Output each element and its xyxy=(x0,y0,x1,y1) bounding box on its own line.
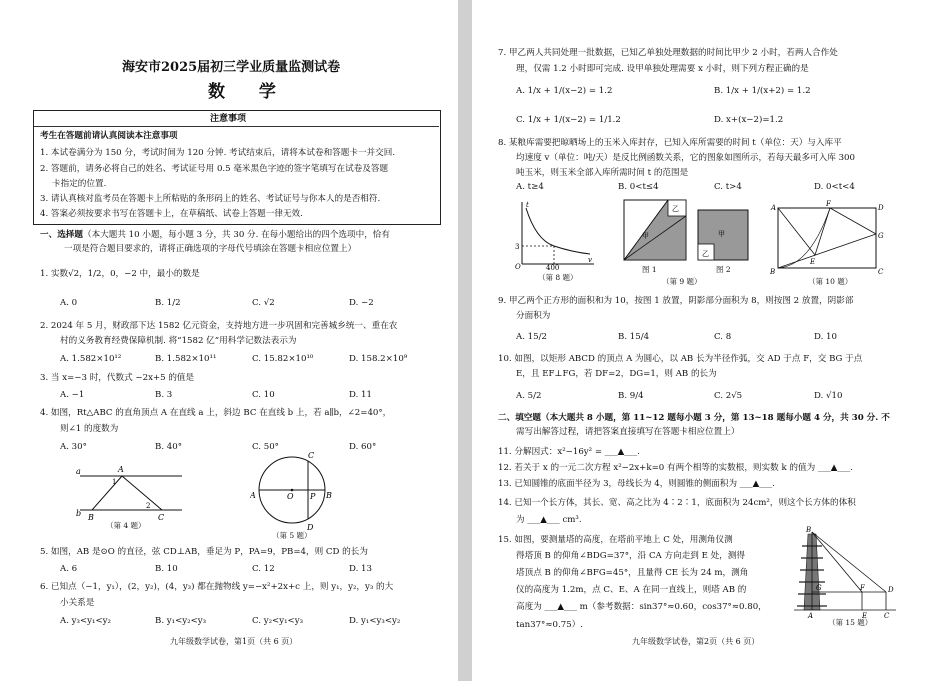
q2-stem-line2: 村的义务教育经费保障机制. 将“1582 亿”用科学记数法表示为 xyxy=(60,336,297,346)
q10-stem-line1: 10. 如图，以矩形 ABCD 的顶点 A 为圆心，以 AB 长为半径作弧，交 AD 于点 F，交 BG 于点 xyxy=(498,354,863,364)
q3-option-a: A. −1 xyxy=(60,390,85,400)
q2-option-d: D. 158.2×10⁹ xyxy=(349,354,408,364)
svg-text:B: B xyxy=(806,526,812,534)
segment-bg xyxy=(778,234,876,268)
q4-option-d: D. 60° xyxy=(349,442,377,452)
svg-text:C: C xyxy=(878,268,884,276)
figure-10 xyxy=(770,200,888,276)
svg-text:D: D xyxy=(878,204,884,212)
figure-4 xyxy=(76,462,186,522)
section1-desc: （本大题共 10 小题，每小题 3 分，共 30 分. 在每小题给出的四个选项中，恰有 xyxy=(82,230,390,240)
notice-subheading: 考生在答题前请认真阅读本注意事项 xyxy=(40,131,178,141)
q9-option-c: C. 8 xyxy=(714,332,732,342)
q15-stem-line: 塔顶点 B 的仰角∠BFG=45°，且量得 CE 长为 24 m，测角 xyxy=(516,568,749,578)
q7-option-b: B. 1/x + 1/(x+2) = 1.2 xyxy=(714,86,811,96)
q9-stem-line1: 9. 甲乙两个正方形的面积和为 10，按图 1 放置，阴影部分面积为 8，则按图 2 放置，阴影部 xyxy=(498,296,854,306)
figure-5 xyxy=(250,446,334,532)
section2-line2: 需写出解答过程，请把答案直接填写在答题卡相应位置上） xyxy=(516,427,740,437)
notice-item: 卡指定的位置. xyxy=(52,179,107,189)
q2-option-b: B. 1.582×10¹¹ xyxy=(155,354,217,364)
svg-text:A: A xyxy=(250,491,256,500)
q8-stem-line1: 8. 某粮库需要把晾晒场上的玉米入库封存，已知入库所需要的时间 t（单位：天）与入库平 xyxy=(498,138,842,148)
svg-text:A: A xyxy=(808,612,814,618)
sightline-bf xyxy=(812,532,862,592)
q14-stem-line1: 14. 已知一个长方体，其长、宽、高之比为 4∶2∶1，底面积为 24cm²，则这个长方体的体积 xyxy=(498,498,856,508)
q1-option-c: C. √2 xyxy=(252,298,275,308)
q13-stem: 13. 已知圆锥的底面半径为 3，母线长为 4，则圆锥的侧面积为 ___▲___. xyxy=(498,479,775,489)
section1-desc-line2: 一项是符合题目要求的，请将正确选项的字母代号填涂在答题卡相应位置上） xyxy=(64,244,357,254)
svg-text:1: 1 xyxy=(112,478,117,486)
figure-9-tu2 xyxy=(694,206,752,264)
q7-option-c: C. 1/x + 1/(x−2) = 1/1.2 xyxy=(516,115,621,125)
q4-stem-line2: 则∠1 的度数为 xyxy=(60,424,119,434)
q10-option-b: B. 9/4 xyxy=(618,391,644,401)
notice-item: 4. 答案必须按要求书写在答题卡上，在草稿纸、试卷上答题一律无效. xyxy=(40,209,303,219)
svg-text:O: O xyxy=(287,492,294,501)
svg-text:C: C xyxy=(158,513,165,522)
notice-divider xyxy=(34,126,439,127)
figure-8-caption: （第 8 题） xyxy=(538,273,578,282)
q14-stem-line2: 为 ___▲___ cm³. xyxy=(516,515,582,525)
section1-line1 xyxy=(40,229,390,241)
svg-text:O: O xyxy=(515,263,521,270)
notice-item: 3. 请认真核对监考员在答题卡上所粘贴的条形码上的姓名、考试证号与你本人的是否相符. xyxy=(40,194,381,204)
section2-line1: 二、填空题（本大题共 8 小题，第 11~12 题每小题 3 分，第 13~18 题每小题 4 分，共 30 分. 不 xyxy=(498,413,890,423)
svg-text:B: B xyxy=(770,268,776,276)
figure-9-caption: （第 9 题） xyxy=(662,277,702,286)
q3-option-b: B. 3 xyxy=(155,390,173,400)
q10-stem-line2: E，且 EF⊥FG，若 DF=2，DG=1，则 AB 的长为 xyxy=(516,369,717,379)
q6-stem-line1: 6. 已知点（−1，y₁），(2，y₂)，(4，y₃) 都在抛物线 y=−x²+2x+c 上，则 y₁，y₂，y₃ 的大 xyxy=(40,582,394,592)
figure-15-caption: （第 15 题） xyxy=(828,618,873,627)
svg-text:G: G xyxy=(816,584,822,592)
q10-option-c: C. 2√5 xyxy=(714,391,743,401)
q1-stem: 1. 实数√2，1/2，0，−2 中，最小的数是 xyxy=(40,269,200,279)
subject-heading: 数 学 xyxy=(208,82,290,102)
q5-stem: 5. 如图，AB 是⊙O 的直径，弦 CD⊥AB，垂足为 P，PA=9，PB=4，则 CD 的长为 xyxy=(40,547,368,557)
q5-option-d: D. 13 xyxy=(349,564,372,574)
svg-text:v: v xyxy=(588,256,592,264)
page-1-footer: 九年级数学试卷，第1页（共 6 页） xyxy=(170,637,298,646)
q8-stem-line3: 吨玉米，则玉米全部入库所需时间 t 的范围是 xyxy=(516,168,689,178)
q15-stem-line: 得塔顶 B 的仰角∠BDG=37°，沿 CA 方向走到 E 处，测得 xyxy=(516,551,745,561)
svg-text:甲: 甲 xyxy=(642,232,649,240)
figure-9-tu2-caption: 图 2 xyxy=(716,265,731,274)
q12-stem: 12. 若关于 x 的一元二次方程 x²−2x+k=0 有两个相等的实数根，则实数 k 的值为 ___▲___. xyxy=(498,463,854,473)
q9-stem-line2: 分面积为 xyxy=(516,311,551,321)
q6-option-c: C. y₂<y₁<y₃ xyxy=(252,616,304,626)
exam-page-1 xyxy=(0,0,458,681)
inverse-curve xyxy=(526,208,590,254)
section1-heading: 一、选择题 xyxy=(40,230,83,240)
svg-text:A: A xyxy=(118,465,124,474)
notice-item: 1. 本试卷满分为 150 分，考试时间为 120 分钟. 考试结束后，请将本试卷和答题卡一并交回. xyxy=(40,148,396,158)
svg-text:G: G xyxy=(878,232,884,240)
notice-heading: 注意事项 xyxy=(210,114,247,124)
svg-text:P: P xyxy=(310,492,316,501)
q1-option-b: B. 1/2 xyxy=(155,298,181,308)
q6-option-d: D. y₁<y₃<y₂ xyxy=(349,616,401,626)
q15-stem-line: 仪的高度为 1.2m，点 C、E、A 在同一直线上，则塔 AB 的 xyxy=(516,585,747,595)
q9-option-a: A. 15/2 xyxy=(516,332,547,342)
exam-page-2 xyxy=(472,0,938,681)
svg-text:C: C xyxy=(308,451,315,460)
q3-stem: 3. 当 x=−3 时，代数式 −2x+5 的值是 xyxy=(40,373,195,383)
q2-stem-line1: 2. 2024 年 5 月，财政部下达 1582 亿元资金，支持地方进一步巩固和完善城乡统一、重在农 xyxy=(40,321,398,331)
q2-option-a: A. 1.582×10¹² xyxy=(60,354,122,364)
figure-15 xyxy=(790,526,900,618)
q11-stem: 11. 分解因式：x²−16y² = ___▲___. xyxy=(498,447,640,457)
q8-stem-line2: 均速度 v（单位：吨/天）是反比例函数关系，它的图象如图所示，若每天最多可入库 300 xyxy=(516,153,855,163)
q4-stem-line1: 4. 如图，Rt△ABC 的直角顶点 A 在直线 a 上，斜边 BC 在直线 b 上，若 a∥b，∠2=40°， xyxy=(40,408,392,418)
svg-text:2: 2 xyxy=(146,502,151,510)
q5-option-c: C. 12 xyxy=(252,564,275,574)
q9-option-d: D. 10 xyxy=(814,332,837,342)
triangle-abc xyxy=(92,476,162,510)
q10-option-a: A. 5/2 xyxy=(516,391,542,401)
q6-stem-line2: 小关系是 xyxy=(60,598,95,608)
q15-stem-line: 15. 如图，要测量塔的高度，在塔前平地上 C 处，用测角仪测 xyxy=(498,535,733,545)
q4-option-a: A. 30° xyxy=(60,442,87,452)
q15-stem-line: 高度为 ___▲___ m（参考数据：sin37°≈0.60，cos37°≈0.80， xyxy=(516,602,767,612)
svg-text:E: E xyxy=(810,258,816,266)
svg-text:D: D xyxy=(888,586,894,594)
q4-option-c: C. 50° xyxy=(252,442,279,452)
q10-option-d: D. √10 xyxy=(814,391,843,401)
svg-text:b: b xyxy=(76,509,82,518)
svg-text:F: F xyxy=(826,200,831,208)
q3-option-c: C. 10 xyxy=(252,390,275,400)
svg-text:甲: 甲 xyxy=(718,230,725,238)
svg-text:400: 400 xyxy=(546,264,560,270)
q4-option-b: B. 40° xyxy=(155,442,183,452)
page-2-footer: 九年级数学试卷，第2页（共 6 页） xyxy=(632,637,760,646)
svg-text:乙: 乙 xyxy=(672,205,679,213)
q5-option-a: A. 6 xyxy=(60,564,78,574)
segment-fg xyxy=(830,208,876,234)
svg-text:a: a xyxy=(76,467,81,476)
svg-text:乙: 乙 xyxy=(702,250,709,258)
notice-item: 2. 答题前，请务必将自己的姓名、考试证号用 0.5 毫米黑色字迹的签字笔填写在试卷及答题 xyxy=(40,164,389,174)
q9-option-b: B. 15/4 xyxy=(618,332,650,342)
q7-stem-line2: 理，仅需 1.2 小时即可完成. 设甲单独处理需要 x 小时，则下列方程正确的是 xyxy=(516,64,809,74)
q1-option-d: D. −2 xyxy=(349,298,374,308)
q15-stem-line: tan37°≈0.75）. xyxy=(516,620,584,630)
q8-option-b: B. 0<t≤4 xyxy=(618,182,659,192)
figure-9-tu1 xyxy=(620,196,690,264)
q8-option-c: C. t>4 xyxy=(714,182,742,192)
sightline-bd xyxy=(812,532,886,592)
q7-stem-line1: 7. 甲乙两人共同处理一批数据，已知乙单独处理数据的时间比甲少 2 小时，若两人合作处 xyxy=(498,48,838,58)
figure-10-caption: （第 10 题） xyxy=(808,277,853,286)
svg-text:C: C xyxy=(884,612,890,618)
svg-text:B: B xyxy=(88,513,94,522)
svg-text:t: t xyxy=(526,201,529,209)
q5-option-b: B. 10 xyxy=(155,564,178,574)
figure-9-tu1-caption: 图 1 xyxy=(642,265,657,274)
q3-option-d: D. 11 xyxy=(349,390,372,400)
q8-option-a: A. t≥4 xyxy=(516,182,544,192)
figure-8 xyxy=(514,198,596,270)
q6-option-b: B. y₁<y₂<y₃ xyxy=(155,616,207,626)
q1-option-a: A. 0 xyxy=(60,298,78,308)
svg-text:E: E xyxy=(862,612,868,618)
exam-title: 海安市2025届初三学业质量监测试卷 xyxy=(122,60,341,75)
q6-option-a: A. y₃<y₁<y₂ xyxy=(60,616,111,626)
svg-text:3: 3 xyxy=(515,243,520,251)
svg-text:D: D xyxy=(307,523,314,532)
q2-option-c: C. 15.82×10¹⁰ xyxy=(252,354,314,364)
q8-option-d: D. 0<t<4 xyxy=(814,182,855,192)
figure-4-caption: （第 4 题） xyxy=(106,521,146,530)
svg-text:F: F xyxy=(860,584,865,592)
page-gutter xyxy=(458,0,472,681)
svg-text:B: B xyxy=(326,491,332,500)
q7-option-d: D. x+(x−2)=1.2 xyxy=(714,115,784,125)
svg-text:A: A xyxy=(771,204,777,212)
q7-option-a: A. 1/x + 1/(x−2) = 1.2 xyxy=(516,86,613,96)
figure-5-caption: （第 5 题） xyxy=(272,531,312,540)
